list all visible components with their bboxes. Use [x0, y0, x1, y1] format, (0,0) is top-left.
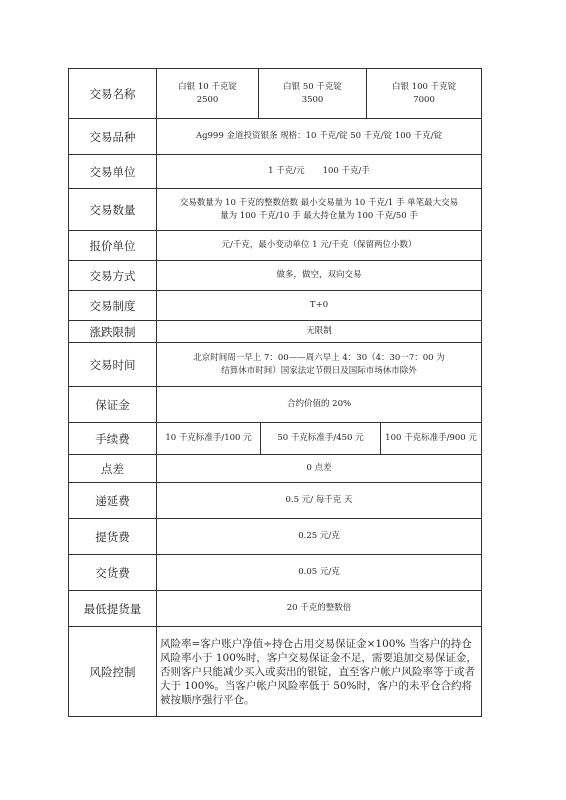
row-name	[69, 69, 482, 119]
risk-value: 风险率=客户账户净值÷持仓占用交易保证金×100% 当客户的持仓风险率小于 100%时，客户交易保证金不足，需要追加交易保证金，否则客户只能减少买入或卖出的银锭，直至客户帐户风险率等于或者大于 100%。当客户帐户风险率低于 50%时，客户的未平仓合约将被按顺序强行平仓。	[157, 627, 482, 717]
row-label: 手续费	[69, 423, 157, 455]
row-delivery	[69, 519, 482, 555]
limit-value: 无限制	[157, 321, 482, 343]
row-limit	[69, 321, 482, 343]
row-label: 交货费	[69, 555, 157, 591]
delivery-value: 0.25 元/克	[157, 519, 482, 555]
tick-value: 元/千克，最小变动单位 1 元/千克（保留两位小数）	[157, 231, 482, 261]
row-risk	[69, 627, 482, 717]
spec-table	[68, 68, 482, 717]
row-label: 提货费	[69, 519, 157, 555]
row-quantity	[69, 189, 482, 231]
minpickup-value: 20 千克的整数倍	[157, 591, 482, 627]
unit-value: 1 千克/元 100 千克/手	[157, 155, 482, 189]
row-label: 点差	[69, 455, 157, 483]
row-label: 风险控制	[69, 627, 157, 717]
margin-value: 合约价值的 20%	[157, 387, 482, 423]
fee-cell-10kg: 10 千克标准手/100 元	[157, 423, 261, 455]
name-cell-50kg: 白银 50 千克锭 3500	[259, 69, 367, 119]
fee-cell-100kg: 100 千克标准手/900 元	[381, 423, 482, 455]
name-cell-100kg: 白银 100 千克锭 7000	[367, 69, 482, 119]
row-system	[69, 291, 482, 321]
row-variety	[69, 119, 482, 155]
row-exchange	[69, 555, 482, 591]
deferral-value: 0.5 元/ 每千克 天	[157, 483, 482, 519]
row-label: 交易品种	[69, 119, 157, 155]
name-cell-10kg: 白银 10 千克锭 2500	[157, 69, 259, 119]
row-label: 交易名称	[69, 69, 157, 119]
row-label: 交易数量	[69, 189, 157, 231]
row-label: 交易方式	[69, 261, 157, 291]
system-value: T+0	[157, 291, 482, 321]
row-label: 保证金	[69, 387, 157, 423]
row-label: 涨跌限制	[69, 321, 157, 343]
row-label: 报价单位	[69, 231, 157, 261]
row-label: 交易时间	[69, 343, 157, 387]
exchange-value: 0.05 元/克	[157, 555, 482, 591]
row-label: 交易单位	[69, 155, 157, 189]
row-spread	[69, 455, 482, 483]
row-label: 最低提货量	[69, 591, 157, 627]
row-minpickup	[69, 591, 482, 627]
spread-value: 0 点差	[157, 455, 482, 483]
quantity-value: 交易数量为 10 千克的整数倍数 最小交易量为 10 千克/1 手 单笔最大交易 量为 100 千克/10 手 最大持仓量为 100 千克/50 手	[157, 189, 482, 231]
fee-cell-50kg: 50 千克标准手/450 元	[261, 423, 381, 455]
time-value: 北京时间周一早上 7：00——周六早上 4：30（4：30一7：00 为 结算休市时间）国家法定节假日及国际市场休市除外	[157, 343, 482, 387]
row-method	[69, 261, 482, 291]
variety-value: Ag999 金道投资银条 规格：10 千克/锭 50 千克/锭 100 千克/锭	[157, 119, 482, 155]
row-tick	[69, 231, 482, 261]
row-unit	[69, 155, 482, 189]
row-fee	[69, 423, 482, 455]
row-deferral	[69, 483, 482, 519]
method-value: 做多，做空，双向交易	[157, 261, 482, 291]
row-time	[69, 343, 482, 387]
row-margin	[69, 387, 482, 423]
row-label: 交易制度	[69, 291, 157, 321]
row-label: 递延费	[69, 483, 157, 519]
